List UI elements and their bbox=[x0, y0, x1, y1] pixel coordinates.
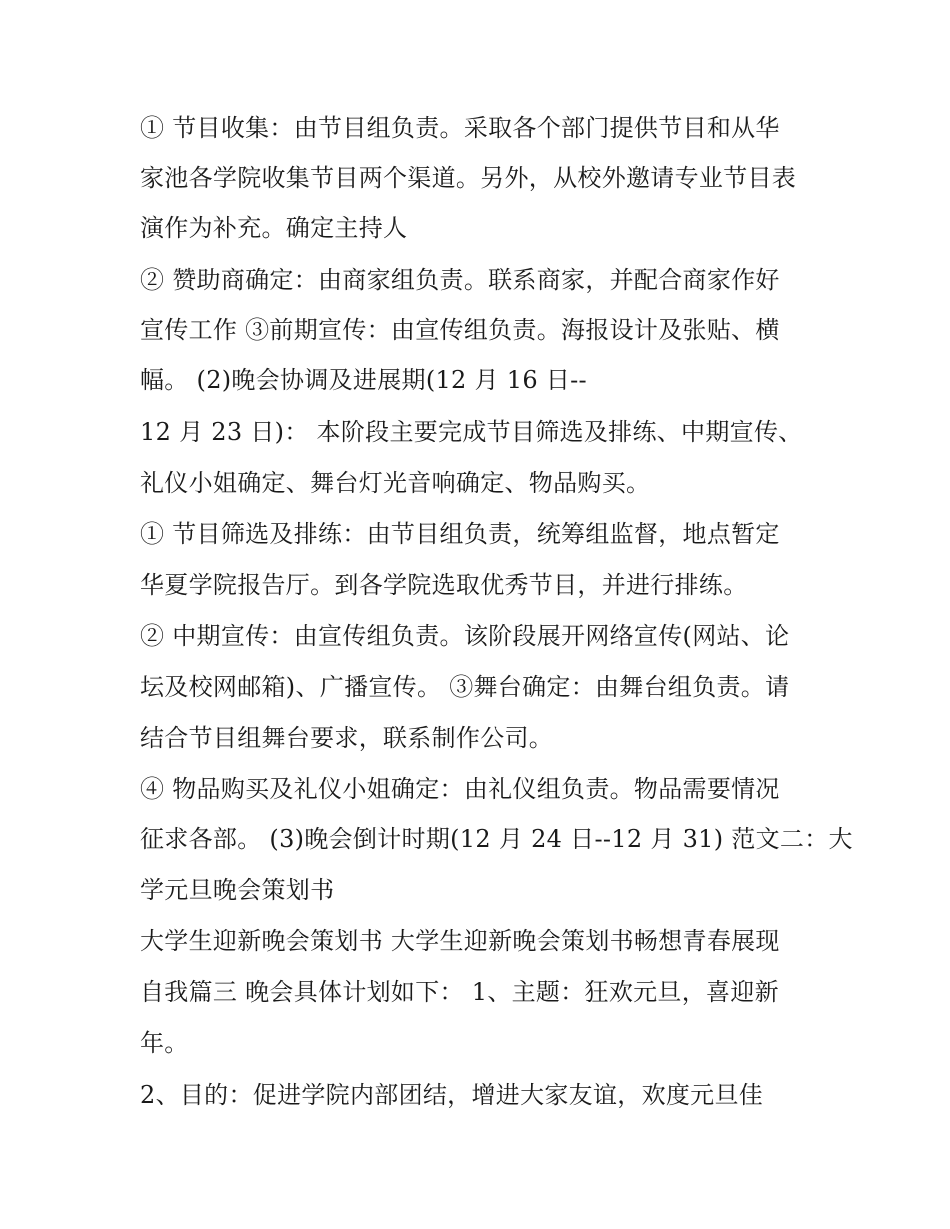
text-line: 年。 bbox=[140, 1029, 189, 1057]
text-line: 坛及校网邮箱)、广播宣传。 ③舞台确定：由舞台组负责。请 bbox=[140, 673, 790, 701]
text-line: 12 月 23 日)： 本阶段主要完成节目筛选及排练、中期宣传、 bbox=[140, 418, 803, 446]
text-line: 2、目的：促进学院内部团结，增进大家友谊，欢度元旦佳 bbox=[140, 1081, 764, 1109]
text-line: ② 赞助商确定：由商家组负责。联系商家，并配合商家作好 bbox=[140, 266, 780, 294]
text-line: 家池各学院收集节目两个渠道。另外，从校外邀请专业节目表 bbox=[140, 164, 797, 192]
text-line: 宣传工作 ③前期宣传：由宣传组负责。海报设计及张贴、横 bbox=[140, 316, 780, 344]
text-line: 华夏学院报告厅。到各学院选取优秀节目，并进行排练。 bbox=[140, 571, 748, 599]
text-line: 自我篇三 晚会具体计划如下： 1、主题：狂欢元旦，喜迎新 bbox=[140, 978, 779, 1006]
text-line: 幅。 (2)晚会协调及进展期(12 月 16 日-- bbox=[140, 366, 587, 394]
text-line: 大学生迎新晚会策划书 大学生迎新晚会策划书畅想青春展现 bbox=[140, 927, 780, 955]
text-line: ① 节目筛选及排练：由节目组负责，统筹组监督，地点暂定 bbox=[140, 520, 780, 548]
text-line: 礼仪小姐确定、舞台灯光音响确定、物品购买。 bbox=[140, 469, 651, 497]
text-line: 征求各部。 (3)晚会倒计时期(12 月 24 日--12 月 31) 范文二：大 bbox=[140, 825, 853, 853]
text-line: ① 节目收集：由节目组负责。采取各个部门提供节目和从华 bbox=[140, 114, 780, 142]
text-line: 学元旦晚会策划书 bbox=[140, 876, 335, 904]
text-line: ④ 物品购买及礼仪小姐确定：由礼仪组负责。物品需要情况 bbox=[140, 775, 780, 803]
text-line: 结合节目组舞台要求，联系制作公司。 bbox=[140, 724, 554, 752]
text-line: ② 中期宣传：由宣传组负责。该阶段展开网络宣传(网站、论 bbox=[140, 622, 790, 650]
text-line: 演作为补充。确定主持人 bbox=[140, 214, 408, 242]
